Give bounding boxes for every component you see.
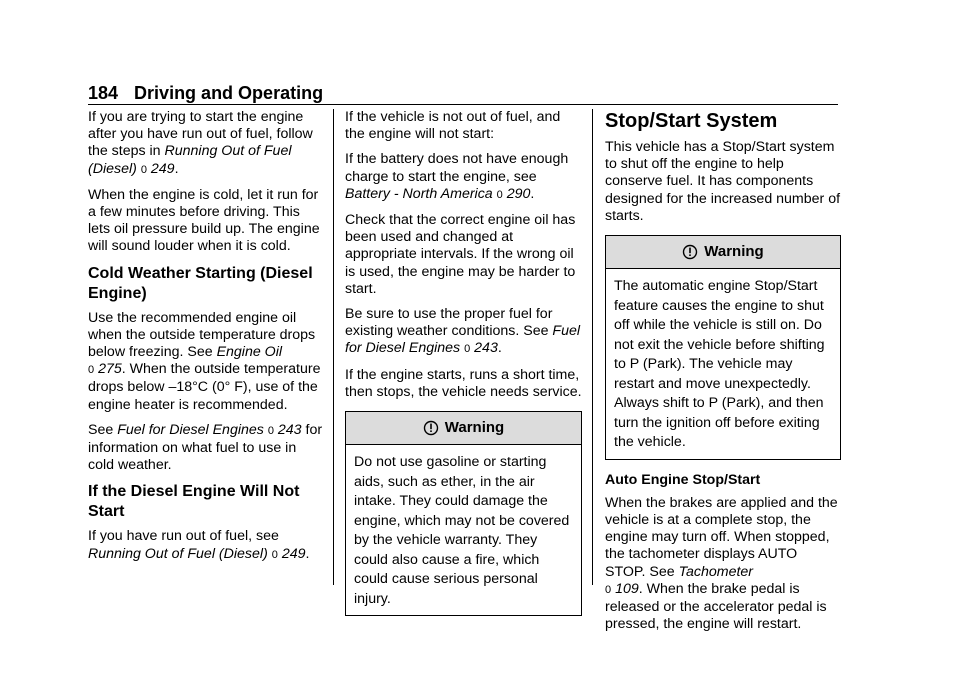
paragraph: Be sure to use the proper fuel for existing weather conditions. See Fuel for Diesel Engines 0 243.: [345, 306, 581, 357]
warning-header: [606, 236, 840, 269]
page-ref-number[interactable]: 290: [506, 185, 531, 202]
page-ref-icon: 0: [496, 188, 503, 201]
paragraph: If you have run out of fuel, see Running Out of Fuel (Diesel) 0 249.: [88, 528, 310, 562]
cross-reference-link[interactable]: Fuel for Diesel Engines: [117, 421, 264, 438]
page-ref-number[interactable]: 243: [474, 340, 498, 357]
paragraph: Use the recommended engine oil when the outside temperature drops below freezing. See Engine Oil 0 275. When the outside temperature drops below –18°C (0° F), use of the engine heater is recommended.: [88, 309, 321, 413]
cross-reference-link[interactable]: Tachometer: [678, 563, 754, 580]
heading-cold-weather: Cold Weather Starting (Diesel Engine): [88, 264, 313, 302]
paragraph: Check that the correct engine oil has been used and changed at appropriate intervals. If the wrong oil is used, the engine may be harder to start.: [345, 212, 576, 297]
heading-will-not-start: If the Diesel Engine Will Not Start: [88, 483, 300, 521]
warning-text: The automatic engine Stop/Start feature causes the engine to shut off while the vehicle is still on. Do not exit the vehicle before shifting to P (Park). The vehicle may restart and move unexpectedly. Always shift to P (Park), and then turn the ignition off before exiting the vehicle.: [614, 278, 825, 451]
warning-header: [346, 412, 581, 445]
paragraph: This vehicle has a Stop/Start system to shut off the engine to help conserve fuel. It has components designed for the increased number of starts.: [605, 139, 841, 224]
page-ref-number[interactable]: 275: [98, 361, 122, 378]
warning-box: [605, 235, 841, 460]
column-3: [605, 109, 841, 641]
page-ref-icon: 0: [271, 548, 278, 561]
page-ref-icon: 0: [88, 364, 95, 377]
column-1: [88, 109, 323, 572]
paragraph: If the engine starts, runs a short time, then stops, the vehicle needs service.: [345, 366, 582, 400]
page-header: [88, 82, 838, 105]
page-ref-number[interactable]: 249: [150, 160, 175, 177]
cross-reference-link[interactable]: Engine Oil: [216, 344, 283, 361]
cross-reference-link[interactable]: Running Out of Fuel (Diesel): [88, 143, 292, 177]
cross-reference-link[interactable]: Battery - North America: [345, 185, 493, 202]
paragraph: See Fuel for Diesel Engines 0 243 for information on what fuel to use in cold weather.: [88, 421, 323, 474]
heading-stop-start-system: Stop/Start System: [605, 110, 778, 132]
column-divider-right: [592, 109, 593, 585]
cross-reference-link[interactable]: Fuel for Diesel Engines: [345, 323, 581, 357]
paragraph: If you are trying to start the engine after you have run out of fuel, follow the steps in Running Out of Fuel (Diesel) 0 249.: [88, 109, 313, 177]
warning-icon: [423, 420, 439, 436]
paragraph: When the engine is cold, let it run for a few minutes before driving. This lets oil pressure build up. The engine will sound louder when it is cold.: [88, 186, 320, 255]
page-ref-icon: 0: [140, 163, 147, 176]
column-divider-left: [333, 109, 334, 585]
cross-reference-link[interactable]: Running Out of Fuel (Diesel): [88, 545, 268, 562]
warning-title: Warning: [704, 243, 764, 261]
page-ref-number[interactable]: 249: [281, 545, 306, 562]
page-number: 184: [88, 83, 119, 103]
page-ref-icon: 0: [605, 583, 612, 596]
warning-title: Warning: [444, 419, 505, 437]
section-title: Driving and Operating: [134, 83, 324, 103]
page-ref-icon: 0: [464, 343, 471, 356]
paragraph: If the vehicle is not out of fuel, and the engine will not start:: [345, 109, 561, 143]
page-ref-number[interactable]: 109: [615, 580, 639, 597]
column-2: [345, 109, 582, 628]
warning-box: [345, 411, 582, 616]
heading-auto-engine-stop-start: Auto Engine Stop/Start: [605, 471, 761, 488]
page-ref-icon: 0: [267, 424, 274, 437]
warning-icon: [682, 244, 698, 260]
paragraph: When the brakes are applied and the vehicle is at a complete stop, the engine may turn off. When stopped, the tachometer displays AUTO STOP. See Tachometer 0 109. When the brake pedal is released or the accelerator pedal is pressed, the engine will restart.: [605, 494, 838, 633]
page-ref-number[interactable]: 243: [277, 421, 302, 438]
warning-text: Do not use gasoline or starting aids, such as ether, in the air intake. They could damage the engine, which may not be covered by the vehicle warranty. They could also cause a fire, which could cause serious personal injury.: [354, 454, 570, 607]
paragraph: If the battery does not have enough charge to start the engine, see Battery - North America 0 290.: [345, 151, 569, 202]
